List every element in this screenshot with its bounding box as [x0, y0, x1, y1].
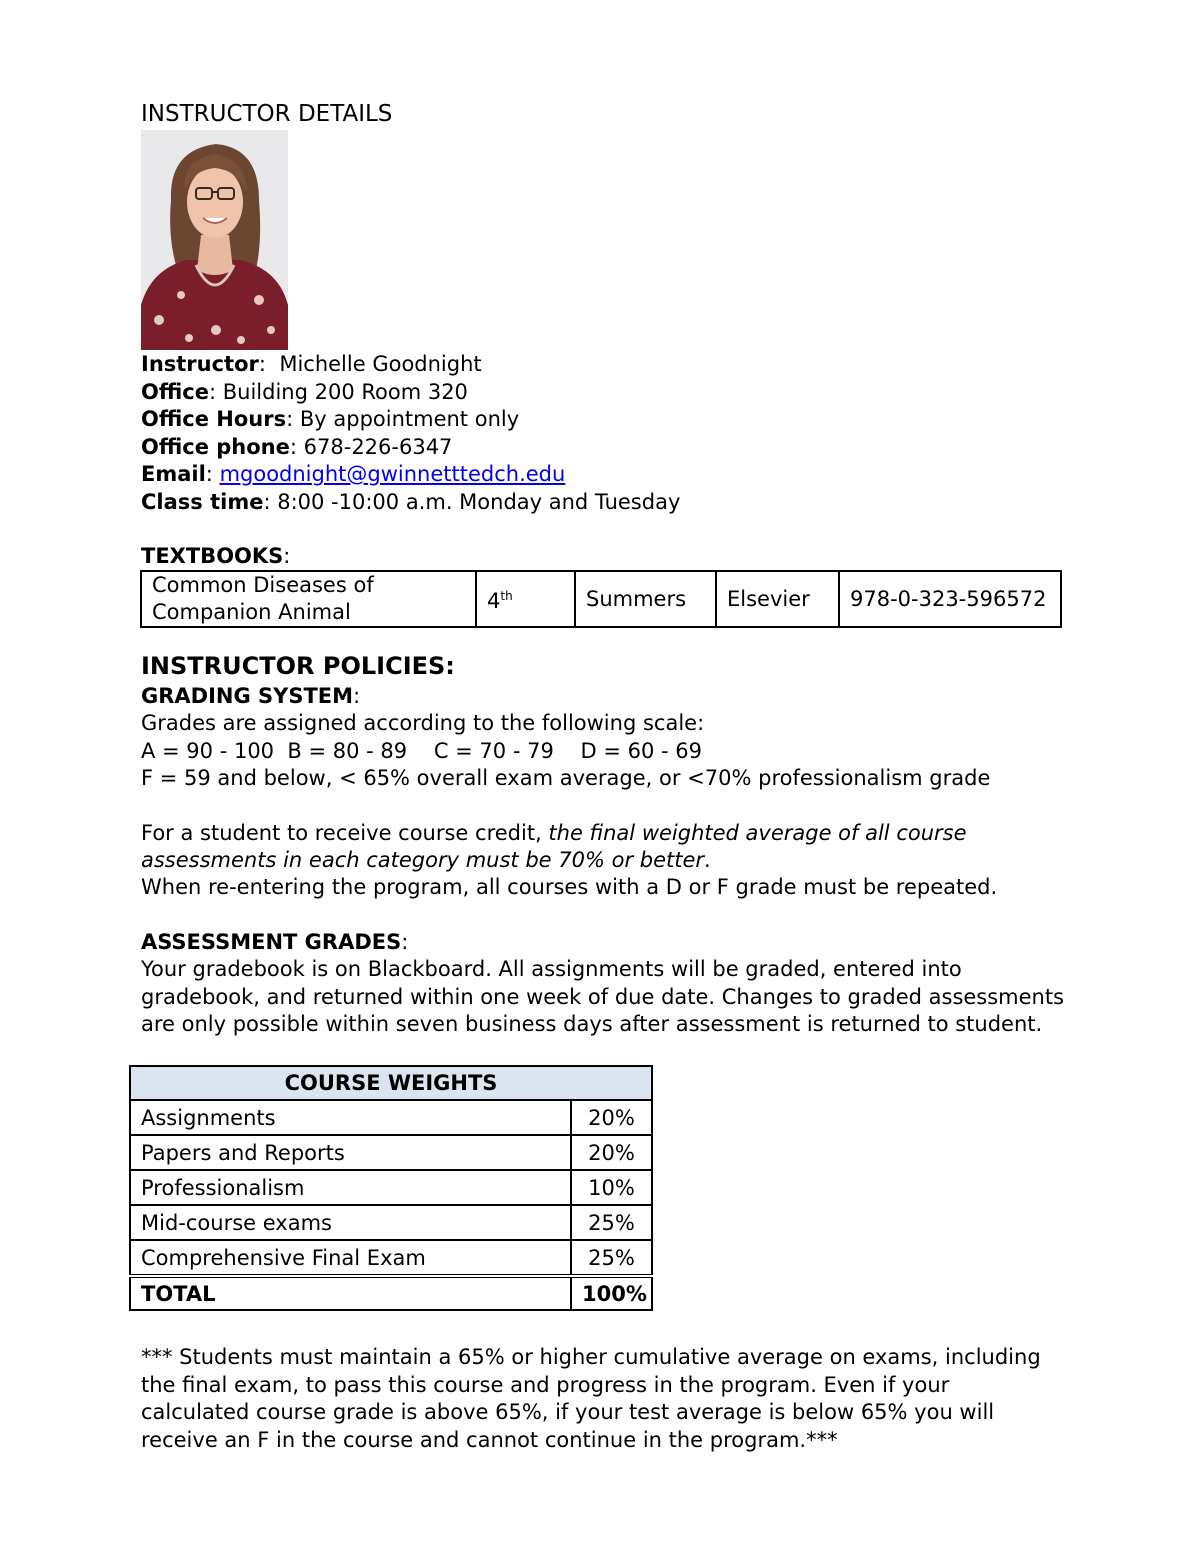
field-label: Class time [141, 489, 264, 514]
field-separator: : [208, 379, 223, 404]
office-phone-value: 678-226-6347 [303, 434, 453, 459]
office-value: Building 200 Room 320 [222, 379, 468, 404]
weight-category: Mid-course exams [130, 1205, 571, 1240]
credit-end: . [704, 848, 711, 872]
total-label: TOTAL [130, 1276, 571, 1310]
exam-notice-line: calculated course grade is above 65%, if your test average is below 65% you will [141, 1400, 995, 1424]
textbook-row [141, 571, 1061, 627]
table-row [130, 1205, 652, 1240]
edition-number: 4 [487, 589, 501, 613]
table-row [130, 1100, 652, 1135]
table-row [130, 1135, 652, 1170]
field-separator: : [263, 489, 278, 514]
textbook-author: Summers [575, 571, 716, 627]
class-time-value: 8:00 -10:00 a.m. Monday and Tuesday [277, 489, 681, 514]
course-weights-title: COURSE WEIGHTS [130, 1066, 652, 1100]
weight-percent: 20% [571, 1100, 652, 1135]
edition-suffix: th [500, 589, 513, 603]
weight-percent: 10% [571, 1170, 652, 1205]
field-label: Instructor [141, 352, 259, 376]
section-title: INSTRUCTOR DETAILS [141, 101, 393, 127]
grading-heading [141, 683, 360, 710]
exam-notice-line: the final exam, to pass this course and progress in the program. Even if your [141, 1372, 950, 1397]
weight-category: Assignments [130, 1100, 571, 1135]
grade-scale-line-1: A = 90 - 100 B = 80 - 89 C = 70 - 79 D = 60 - 69 [141, 739, 702, 763]
instructor-name: Michelle Goodnight [279, 352, 482, 376]
textbook-isbn: 978-0-323-596572 [839, 571, 1061, 627]
textbook-table [140, 570, 1062, 628]
assessment-line: Your gradebook is on Blackboard. All assignments will be graded, entered into [141, 957, 962, 981]
textbooks-heading-text: TEXTBOOKS [141, 544, 284, 568]
textbooks-heading [141, 543, 290, 570]
weight-percent: 20% [571, 1135, 652, 1170]
weight-percent: 25% [571, 1205, 652, 1240]
grading-heading-sep: : [353, 684, 361, 708]
table-row [130, 1170, 652, 1205]
weight-percent: 25% [571, 1240, 652, 1276]
credit-requirement-2: assessments in each category must be 70% or better [141, 848, 705, 872]
office-phone-line [141, 434, 452, 461]
credit-line-2 [141, 847, 711, 874]
field-label: Email [141, 462, 206, 486]
assessment-line: gradebook, and returned within one week of due date. Changes to graded assessments [141, 984, 1065, 1009]
total-row [130, 1276, 652, 1310]
textbook-edition [476, 571, 575, 627]
textbook-title: Common Diseases of Companion Animal [141, 571, 476, 627]
textbook-publisher: Elsevier [716, 571, 839, 627]
field-separator: : [289, 434, 304, 459]
field-separator: : [258, 352, 280, 376]
grade-scale-line-2: F = 59 and below, < 65% overall exam average, or <70% professionalism grade [141, 766, 991, 790]
total-value: 100% [571, 1276, 652, 1310]
table-row [130, 1240, 652, 1276]
assessment-heading-sep: : [401, 930, 409, 954]
field-label: Office [141, 379, 209, 404]
office-hours-value: By appointment only [299, 407, 520, 431]
weight-category: Comprehensive Final Exam [130, 1240, 571, 1276]
course-weights-table [129, 1065, 653, 1311]
field-separator: : [205, 462, 220, 486]
class-time-line [141, 489, 680, 516]
field-label: Office phone [141, 434, 290, 459]
exam-notice-line: receive an F in the course and cannot continue in the program.*** [141, 1427, 838, 1452]
instructor-name-line [141, 351, 482, 378]
office-hours-line [141, 406, 519, 433]
email-link[interactable]: mgoodnight@gwinnetttedch.edu [219, 462, 566, 486]
credit-requirement-1: the final weighted average of all course [548, 821, 967, 845]
scale-intro: Grades are assigned according to the following scale: [141, 711, 705, 735]
policies-heading: INSTRUCTOR POLICIES: [141, 652, 455, 680]
exam-notice-line: *** Students must maintain a 65% or higher cumulative average on exams, including [141, 1345, 1041, 1369]
office-line [141, 379, 468, 406]
credit-prefix: For a student to receive course credit, [141, 821, 549, 845]
email-line [141, 461, 565, 488]
grading-heading-text: GRADING SYSTEM [141, 684, 354, 708]
instructor-photo [141, 130, 288, 350]
reentry-line: When re-entering the program, all courses with a D or F grade must be repeated. [141, 875, 998, 899]
assessment-line: are only possible within seven business days after assessment is returned to student. [141, 1012, 1043, 1036]
assessment-heading-text: ASSESSMENT GRADES [141, 930, 402, 954]
assessment-heading [141, 929, 408, 956]
textbooks-heading-sep: : [283, 544, 291, 568]
weight-category: Professionalism [130, 1170, 571, 1205]
credit-line-1 [141, 820, 967, 847]
field-separator: : [286, 407, 300, 431]
field-label: Office Hours [141, 407, 287, 431]
weight-category: Papers and Reports [130, 1135, 571, 1170]
